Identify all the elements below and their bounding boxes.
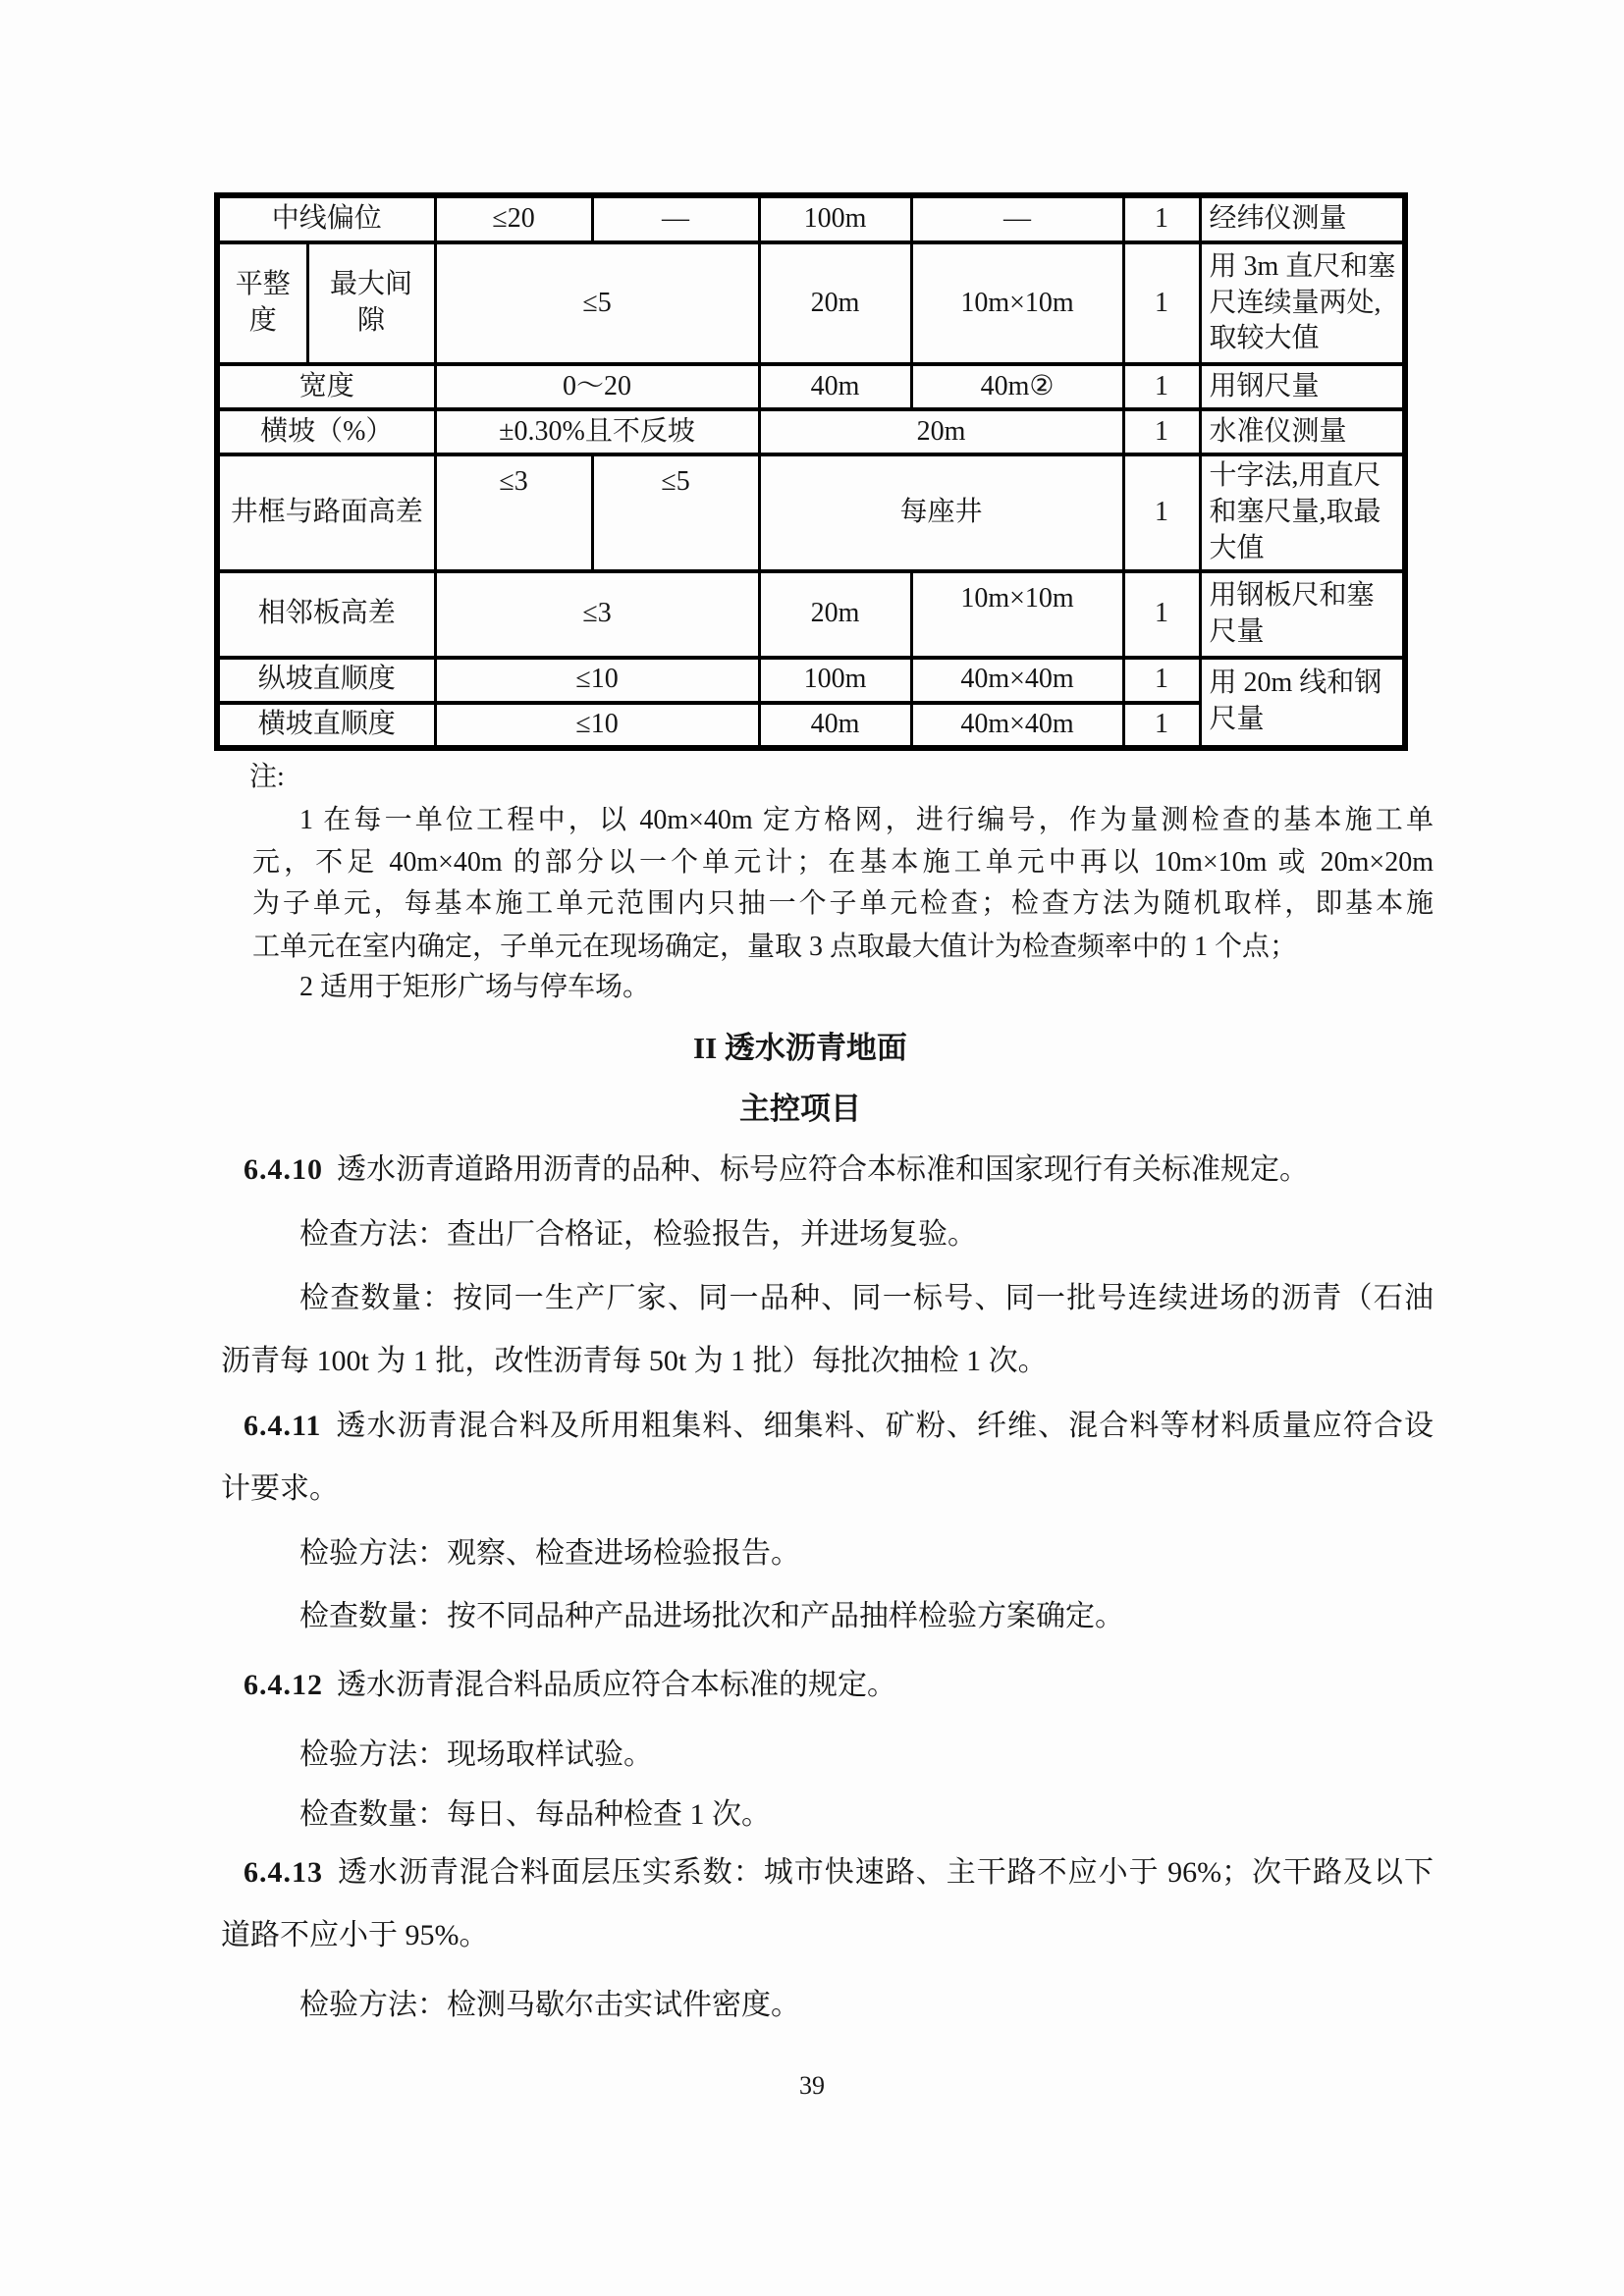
table-row: [217, 571, 1405, 658]
clause-text: 透水沥青混合料面层压实系数：城市快速路、主干路不应小于 96%；次干路及以下: [337, 1856, 1434, 1889]
clause-line: [244, 1853, 1434, 1893]
table-cell-method: 用 3m 直尺和塞尺连续量两处,取较大值: [1200, 242, 1405, 364]
table-row: [217, 658, 1405, 703]
clause-number: 6.4.12: [244, 1669, 323, 1701]
method-line: 检验方法：观察、检查进场检验报告。: [299, 1537, 800, 1570]
section-heading: II 透水沥青地面: [693, 1031, 907, 1065]
table-cell-range: 40m: [759, 703, 911, 748]
table-row: [217, 409, 1405, 454]
method-line: 检查数量：每日、每品种检查 1 次。: [299, 1798, 771, 1831]
table-cell-points: 1: [1123, 703, 1200, 748]
table-cell-item: 中线偏位: [217, 195, 435, 242]
table-cell-deviation: ≤20: [435, 195, 592, 242]
clause-text: 透水沥青道路用沥青的品种、标号应符合本标准和国家现行有关标准规定。: [337, 1153, 1309, 1186]
table-cell-points: 1: [1123, 571, 1200, 658]
table-cell-points: 1: [1123, 364, 1200, 409]
table-cell-method: 经纬仪测量: [1200, 195, 1405, 242]
page-number: 39: [799, 2071, 825, 2100]
clause-line: [244, 1150, 1309, 1190]
clause-line: [244, 1407, 1434, 1446]
table-cell-deviation: ≤5: [592, 454, 759, 571]
method-line: 检验方法：检测马歇尔击实试件密度。: [299, 1989, 800, 2021]
table-cell-frequency: —: [911, 195, 1123, 242]
table-cell-subitem: 最大间隙: [307, 242, 435, 364]
method-line: 检查方法：查出厂合格证，检验报告，并进场复验。: [299, 1218, 977, 1251]
table-cell-points: 1: [1123, 454, 1200, 571]
clause-continuation: 道路不应小于 95%。: [221, 1919, 489, 1951]
table-cell-range: 20m: [759, 242, 911, 364]
table-cell-method: 用钢板尺和塞尺量: [1200, 571, 1405, 658]
table-row: [217, 364, 1405, 409]
table-cell-item: 横坡（%）: [217, 409, 435, 454]
table-cell-item: 横坡直顺度: [217, 703, 435, 748]
table-cell-method: 用钢尺量: [1200, 364, 1405, 409]
table-cell-method: 用 20m 线和钢尺量: [1200, 658, 1405, 748]
table-cell-points: 1: [1123, 195, 1200, 242]
table-cell-item: 井框与路面高差: [217, 454, 435, 571]
table-cell-frequency: 40m×40m: [911, 703, 1123, 748]
clause-number: 6.4.13: [244, 1856, 323, 1889]
table-cell-points: 1: [1123, 242, 1200, 364]
table-row: [217, 195, 1405, 242]
clause-number: 6.4.10: [244, 1153, 323, 1186]
table-cell-deviation: ≤10: [435, 703, 759, 748]
table-cell-range: 100m: [759, 658, 911, 703]
table-cell-deviation: ≤5: [435, 242, 759, 364]
table-cell-deviation: ≤3: [435, 571, 759, 658]
clause-text: 透水沥青混合料及所用粗集料、细集料、矿粉、纤维、混合料等材料质量应符合设: [335, 1410, 1434, 1442]
table-cell-deviation: 0～20: [435, 364, 759, 409]
table-row: [217, 454, 1405, 571]
table-cell-item: 相邻板高差: [217, 571, 435, 658]
method-line: 检验方法：现场取样试验。: [299, 1738, 653, 1771]
table-cell-points: 1: [1123, 409, 1200, 454]
table-cell-range: 20m: [759, 409, 1123, 454]
note-line: 2 适用于矩形广场与停车场。: [299, 972, 651, 1002]
clause-number: 6.4.11: [244, 1410, 322, 1442]
table-cell-frequency: 10m×10m: [911, 242, 1123, 364]
table-cell-range: 20m: [759, 571, 911, 658]
table-cell-points: 1: [1123, 658, 1200, 703]
note-line: 1 在每一单位工程中，以 40m×40m 定方格网，进行编号，作为量测检查的基本施工单: [299, 805, 1434, 835]
table-cell-range: 40m: [759, 364, 911, 409]
table-cell-deviation: ≤3: [435, 454, 592, 571]
table-cell-deviation: —: [592, 195, 759, 242]
table-cell-frequency: 40m×40m: [911, 658, 1123, 703]
table-cell-item: 宽度: [217, 364, 435, 409]
clause-line: [244, 1666, 896, 1705]
note-line: 元，不足 40m×40m 的部分以一个单元计；在基本施工单元中再以 10m×10m 或 20m×20m: [252, 847, 1434, 878]
table-cell-method: 十字法,用直尺和塞尺量,取最大值: [1200, 454, 1405, 571]
table-cell-method: 水准仪测量: [1200, 409, 1405, 454]
method-line: 沥青每 100t 为 1 批，改性沥青每 50t 为 1 批）每批次抽检 1 次。: [221, 1345, 1048, 1377]
table-cell-deviation: ±0.30%且不反坡: [435, 409, 759, 454]
clause-text: 透水沥青混合料品质应符合本标准的规定。: [337, 1669, 896, 1701]
table-cell-range: 每座井: [759, 454, 1123, 571]
notes-label: 注:: [249, 762, 285, 792]
table-cell-frequency: 40m②: [911, 364, 1123, 409]
table-cell-deviation: ≤10: [435, 658, 759, 703]
table-cell-frequency: 10m×10m: [911, 571, 1123, 658]
note-line: 工单元在室内确定，子单元在现场确定，量取 3 点取最大值计为检查频率中的 1 个点；: [252, 932, 1298, 962]
method-line: 检查数量：按不同品种产品进场批次和产品抽样检验方案确定。: [299, 1600, 1124, 1632]
tolerance-table: [214, 192, 1408, 751]
method-line: 检查数量：按同一生产厂家、同一品种、同一标号、同一批号连续进场的沥青（石油: [299, 1282, 1434, 1314]
table-cell-range: 100m: [759, 195, 911, 242]
table-cell-item: 纵坡直顺度: [217, 658, 435, 703]
table-row: [217, 242, 1405, 364]
table-cell-item: 平整度: [217, 242, 307, 364]
note-line: 为子单元，每基本施工单元范围内只抽一个子单元检查；检查方法为随机取样，即基本施: [252, 888, 1434, 919]
subsection-heading: 主控项目: [739, 1092, 861, 1126]
clause-continuation: 计要求。: [221, 1472, 339, 1505]
